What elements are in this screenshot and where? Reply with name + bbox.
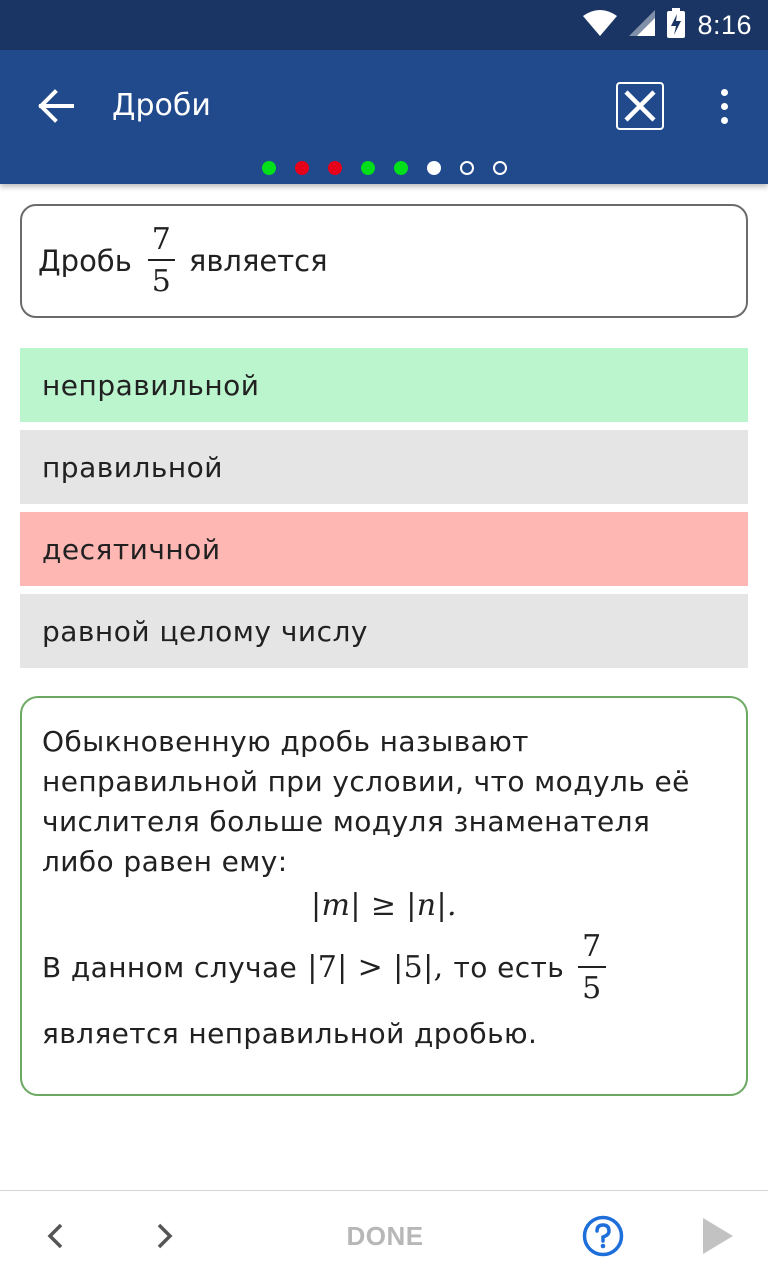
next-button[interactable] <box>140 1211 190 1261</box>
progress-dot-wrong <box>328 161 342 175</box>
bottom-toolbar <box>0 1190 768 1280</box>
fraction-denominator: 5 <box>578 966 606 1004</box>
help-button[interactable] <box>580 1213 626 1259</box>
question-prefix: Дробь <box>38 244 132 278</box>
explanation-text: Обыкновенную дробь называют неправильной при условии, что модуль её числителя больше модуля знаменателя либо равен ему: <box>42 725 690 878</box>
app-bar <box>0 50 768 184</box>
signal-icon <box>629 10 655 40</box>
explanation-end: является неправильной дробью. <box>42 1017 538 1050</box>
play-icon <box>699 1216 735 1256</box>
question-card <box>20 204 748 318</box>
more-vert-icon <box>721 89 728 96</box>
explanation-middle: то есть <box>453 951 565 984</box>
explanation-math: |7| > |5|, <box>307 950 444 985</box>
question-suffix: является <box>188 244 328 278</box>
close-button[interactable] <box>616 82 664 130</box>
fraction-numerator: 7 <box>151 222 171 257</box>
progress-dot-correct <box>361 161 375 175</box>
question-fraction <box>148 222 175 299</box>
explanation-prefix: В данном случае <box>42 951 298 984</box>
status-bar <box>0 0 768 50</box>
fraction-numerator: 7 <box>582 929 602 964</box>
back-button[interactable] <box>24 78 88 134</box>
answer-option[interactable]: неправильной <box>20 348 748 422</box>
done-button[interactable]: DONE <box>346 1221 424 1251</box>
progress-dot-pending <box>460 161 474 175</box>
answer-option[interactable]: равной целому числу <box>20 594 748 668</box>
progress-dot-current <box>427 161 441 175</box>
explanation-fraction <box>578 929 606 1006</box>
fraction-denominator: 5 <box>148 259 175 297</box>
progress-dot-wrong <box>295 161 309 175</box>
explanation-formula: |m| ≥ |n|. <box>311 888 457 923</box>
explanation-conclusion <box>42 929 726 1006</box>
answer-option[interactable]: правильной <box>20 430 748 504</box>
progress-indicator <box>0 158 768 178</box>
answer-option[interactable]: десятичной <box>20 512 748 586</box>
battery-charging-icon <box>667 8 685 42</box>
previous-button[interactable] <box>30 1211 80 1261</box>
help-circle-icon <box>582 1215 624 1257</box>
close-icon <box>622 88 658 124</box>
chevron-left-icon <box>45 1222 65 1250</box>
page-title: Дроби <box>112 88 211 123</box>
progress-dot-correct <box>394 161 408 175</box>
overflow-menu-button[interactable] <box>700 82 748 130</box>
arrow-left-icon <box>37 89 75 123</box>
status-time: 8:16 <box>697 9 752 40</box>
chevron-right-icon <box>155 1222 175 1250</box>
progress-dot-correct <box>262 161 276 175</box>
play-button[interactable] <box>692 1211 742 1261</box>
status-icons <box>583 0 752 50</box>
progress-dot-pending <box>493 161 507 175</box>
explanation-card <box>20 696 748 1096</box>
wifi-icon <box>583 10 617 40</box>
